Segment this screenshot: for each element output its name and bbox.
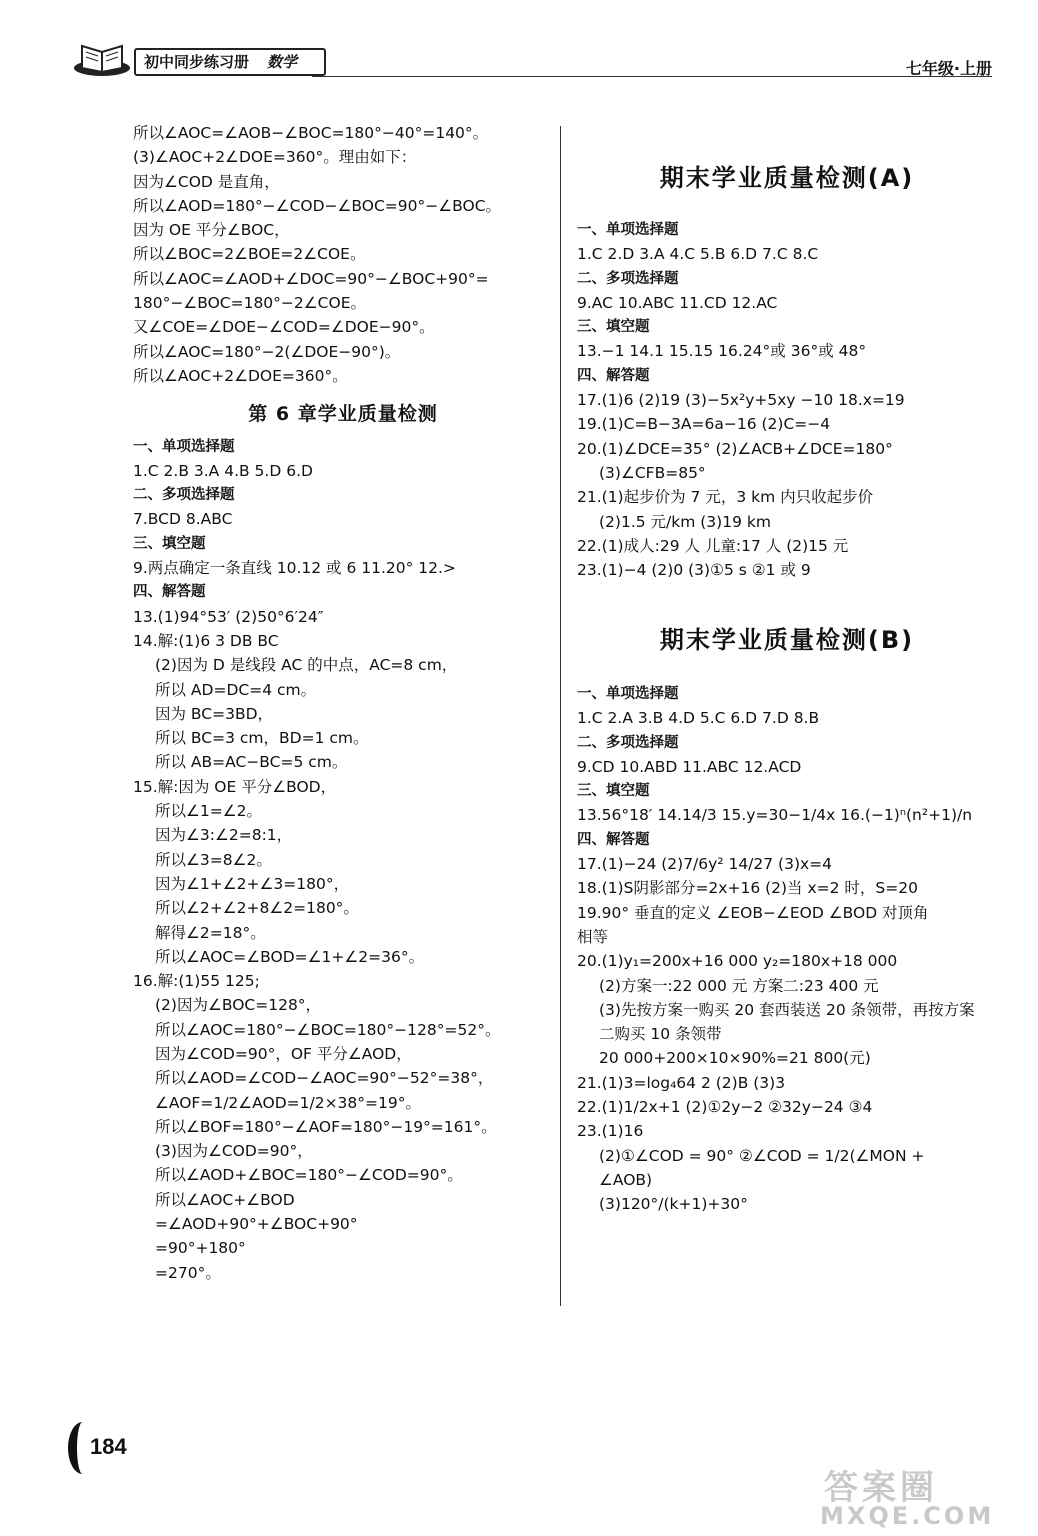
answer-line: 所以∠BOC=2∠BOE=2∠COE。 [133, 245, 366, 264]
answer-line: 23.(1)−4 (2)0 (3)①5 s ②1 或 9 [577, 561, 811, 580]
answer-line: 21.(1)起步价为 7 元，3 km 内只收起步价 [577, 488, 874, 507]
answer-line: 因为∠1+∠2+∠3=180°， [155, 874, 350, 893]
answer-line: 19.90° 垂直的定义 ∠EOB−∠EOD ∠BOD 对顶角 [577, 903, 929, 922]
section-heading: 三、填空题 [133, 535, 206, 552]
answer-line: 所以∠AOC=180°−2(∠DOE−90°)。 [133, 342, 401, 361]
answer-line: 17.(1)6 (2)19 (3)−5x²y+5xy −10 18.x=19 [577, 391, 905, 410]
answer-line: 所以∠AOC=∠AOD+∠DOC=90°−∠BOC+90°= [133, 269, 489, 288]
section-heading: 四、解答题 [133, 584, 206, 601]
answer-line: 因为∠COD=90°，OF 平分∠AOD， [155, 1044, 412, 1063]
answer-line: 13.(1)94°53′ (2)50°6′24″ [133, 607, 324, 626]
answer-line: 因为 OE 平分∠BOC， [133, 221, 290, 240]
answer-line: 15.解:因为 OE 平分∠BOD， [133, 777, 337, 796]
answer-line: 20.(1)y₁=200x+16 000 y₂=180x+18 000 [577, 952, 898, 971]
answer-line: 所以∠AOC=∠BOD=∠1+∠2=36°。 [155, 947, 425, 966]
answer-line: 所以∠AOD=∠COD−∠AOC=90°−52°=38°， [155, 1069, 494, 1088]
answer-line: 20 000+200×10×90%=21 800(元) [599, 1049, 871, 1068]
subject-label: 数学 [267, 53, 298, 71]
chapter-title: 第 6 章学业质量检测 [248, 403, 438, 426]
answer-line: 因为∠3:∠2=8:1， [155, 826, 293, 845]
answer-line: (2)因为∠BOC=128°， [155, 996, 322, 1015]
answer-line: (2)因为 D 是线段 AC 的中点，AC=8 cm， [155, 656, 458, 675]
watermark [810, 1460, 1020, 1530]
section-heading: 二、多项选择题 [133, 487, 235, 504]
answer-line: 13.56°18′ 14.14/3 15.y=30−1/4x 16.(−1)ⁿ(n²+1)/n [577, 806, 973, 825]
answer-line: ∠AOF=1/2∠AOD=1/2×38°=19°。 [155, 1093, 421, 1112]
section-heading: 四、解答题 [577, 831, 650, 848]
page-number: 184 [90, 1434, 127, 1459]
answer-line: 18.(1)S阴影部分=2x+16 (2)当 x=2 时，S=20 [577, 879, 918, 898]
answer-line: =270°。 [155, 1263, 221, 1282]
section-heading: 三、填空题 [577, 319, 650, 336]
exam-a-answers [577, 218, 997, 582]
answer-line: 16.解:(1)55 125; [133, 972, 260, 991]
answer-line: 22.(1)成人:29 人 儿童:17 人 (2)15 元 [577, 536, 849, 555]
answer-line: 因为∠COD 是直角， [133, 172, 280, 191]
column-divider [560, 126, 561, 1306]
answer-line: 因为 BC=3BD， [155, 704, 274, 723]
answer-line: 所以∠AOD=180°−∠COD−∠BOC=90°−∠BOC。 [133, 196, 502, 215]
answer-line: 9.两点确定一条直线 10.12 或 6 11.20° 12.> [133, 559, 456, 578]
answer-line: 所以 AD=DC=4 cm。 [155, 680, 317, 699]
answer-line: 1.C 2.D 3.A 4.C 5.B 6.D 7.C 8.C [577, 245, 819, 264]
answer-line: (2)方案一:22 000 元 方案二:23 400 元 [599, 976, 879, 995]
answer-line: (3)因为∠COD=90°， [155, 1142, 313, 1161]
section-heading: 一、单项选择题 [577, 686, 679, 702]
answer-line: ∠AOB) [599, 1170, 653, 1189]
answer-line: 所以 BC=3 cm，BD=1 cm。 [155, 729, 369, 748]
section-heading: 二、多项选择题 [577, 270, 679, 287]
answer-line: =90°+180° [155, 1239, 246, 1258]
book-title-box [134, 48, 326, 76]
answer-line: 1.C 2.B 3.A 4.B 5.D 6.D [133, 461, 313, 480]
section-heading: 四、解答题 [577, 367, 650, 384]
answer-line: 相等 [577, 927, 609, 946]
answer-line: 19.(1)C=B−3A=6a−16 (2)C=−4 [577, 415, 831, 434]
answer-line: 180°−∠BOC=180°−2∠COE。 [133, 294, 366, 313]
answer-line: 所以∠AOC=180°−∠BOC=180°−128°=52°。 [155, 1020, 501, 1039]
watermark-text: 答案圈 [824, 1468, 938, 1508]
answer-line: 9.CD 10.ABD 11.ABC 12.ACD [577, 757, 802, 776]
answer-line: 解得∠2=18°。 [155, 923, 266, 942]
answer-line: (3)∠CFB=85° [599, 463, 706, 482]
answer-line: 又∠COE=∠DOE−∠COD=∠DOE−90°。 [133, 318, 435, 337]
page-header [62, 38, 992, 78]
section-heading: 二、多项选择题 [577, 734, 679, 751]
exam-b-answers [577, 682, 997, 1217]
answer-line: 9.AC 10.ABC 11.CD 12.AC [577, 293, 778, 312]
answer-line: 17.(1)−24 (2)7/6y² 14/27 (3)x=4 [577, 855, 833, 874]
header-rule [312, 76, 992, 77]
answer-line: 所以∠1=∠2。 [155, 802, 263, 821]
answer-line: (2)①∠COD = 90° ②∠COD = 1/2(∠MON + [599, 1146, 925, 1165]
left-column [133, 121, 553, 1285]
exam-a-title: 期末学业质量检测(A) [659, 164, 915, 192]
answer-line: 二购买 10 条领带 [599, 1025, 722, 1044]
watermark-url: MXQE.COM [820, 1502, 995, 1530]
answer-line: 所以∠AOC=∠AOB−∠BOC=180°−40°=140°。 [133, 124, 489, 142]
grade-label: 七年级·上册 [905, 59, 992, 78]
section-heading: 一、单项选择题 [133, 438, 235, 455]
answer-line: 22.(1)1/2x+1 (2)①2y−2 ②32y−24 ③4 [577, 1098, 873, 1117]
exam-b-title: 期末学业质量检测(B) [659, 626, 915, 654]
book-logo-icon [72, 38, 132, 78]
answer-line: 所以∠3=8∠2。 [155, 850, 272, 869]
book-title: 初中同步练习册 [144, 53, 250, 71]
answer-line: (3)先按方案一购买 20 套西装送 20 条领带，再按方案 [599, 1000, 975, 1019]
answer-line: 20.(1)∠DCE=35° (2)∠ACB+∠DCE=180° [577, 439, 893, 458]
answer-line: 7.BCD 8.ABC [133, 510, 233, 529]
answer-line: 所以 AB=AC−BC=5 cm。 [155, 753, 348, 772]
answer-line: 所以∠AOD+∠BOC=180°−∠COD=90°。 [155, 1166, 463, 1185]
answer-line: =∠AOD+90°+∠BOC+90° [155, 1215, 358, 1234]
answer-line: 21.(1)3=log₄64 2 (2)B (3)3 [577, 1073, 786, 1092]
answer-line: 14.解:(1)6 3 DB BC [133, 631, 279, 650]
answer-line: 13.−1 14.1 15.15 16.24°或 36°或 48° [577, 342, 867, 361]
answer-line: 所以∠2+∠2+8∠2=180°。 [155, 899, 359, 918]
page-number-badge [68, 1428, 138, 1474]
answer-line: (3)120°/(k+1)+30° [599, 1195, 748, 1214]
answer-line: 所以∠AOC+2∠DOE=360°。 [133, 366, 348, 385]
answer-line: (2)1.5 元/km (3)19 km [599, 512, 771, 531]
answer-line: (3)∠AOC+2∠DOE=360°。理由如下： [133, 148, 417, 167]
answer-line: 1.C 2.A 3.B 4.D 5.C 6.D 7.D 8.B [577, 709, 820, 728]
answer-line: 所以∠AOC+∠BOD [155, 1190, 295, 1209]
section-heading: 一、单项选择题 [577, 222, 679, 238]
answer-line: 所以∠BOF=180°−∠AOF=180°−19°=161°。 [155, 1117, 497, 1136]
section-heading: 三、填空题 [577, 783, 650, 800]
answer-line: 23.(1)16 [577, 1122, 644, 1141]
